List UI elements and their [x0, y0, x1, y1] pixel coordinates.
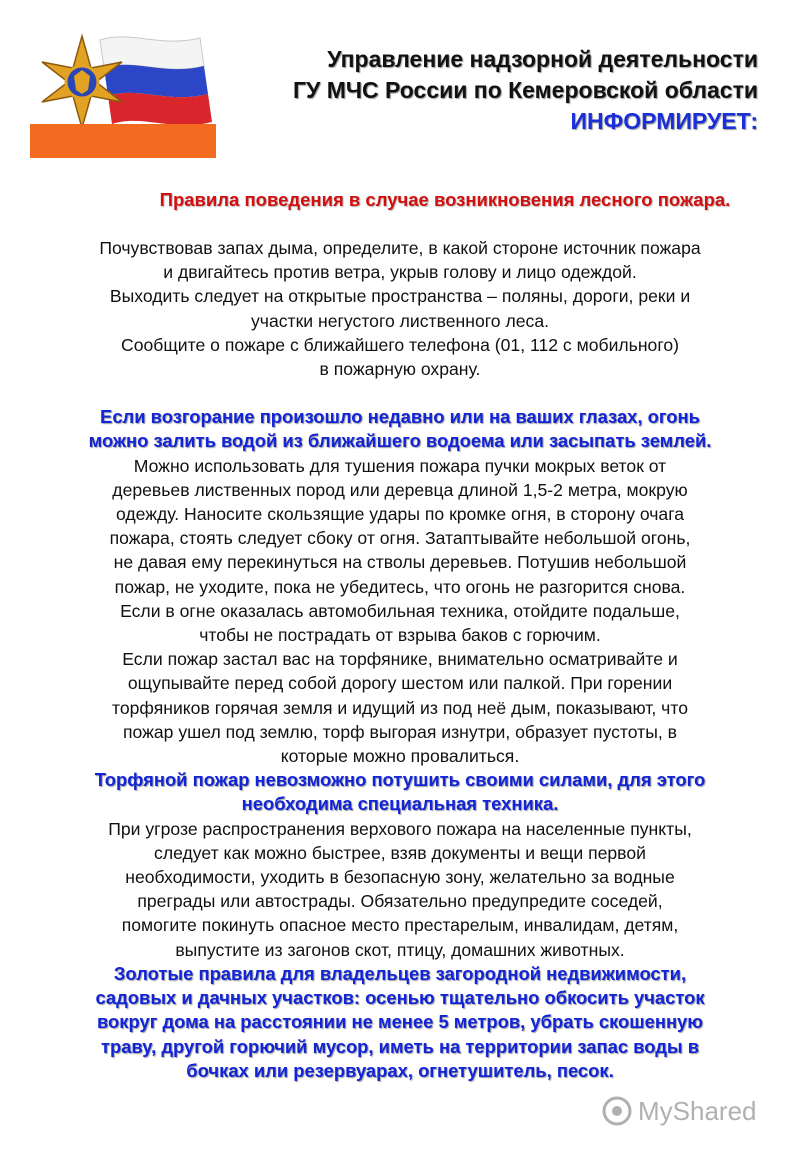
body-line: пожар, не уходите, пока не убедитесь, что огонь не разгорится снова. — [114, 576, 686, 597]
intro-line: в пожарную охрану. — [319, 359, 481, 380]
body-line: чтобы не пострадать от взрыва баков с горючим. — [199, 625, 601, 646]
body-line: преграды или автострады. Обязательно предупредите соседей, — [137, 891, 663, 912]
intro-line: участки негустого лиственного леса. — [250, 310, 549, 331]
body-line: пожар ушел под землю, торф выгорая изнутри, образует пустоты, в — [123, 721, 677, 742]
body-line: необходимости, уходить в безопасную зону, желательно за водные — [125, 867, 675, 888]
highlight-line: Если возгорание произошло недавно или на ваших глазах, огонь — [100, 406, 700, 428]
document-body — [34, 188, 766, 1083]
logo-orange-base — [30, 124, 216, 158]
watermark-text: MyShared — [638, 1096, 757, 1126]
department-name: ГУ МЧС России по Кемеровской области — [292, 77, 758, 103]
highlight-line: необходима специальная техника. — [241, 793, 559, 815]
body-line: пожара, стоять следует сбоку от огня. Затаптывайте небольшой огонь, — [109, 528, 691, 549]
highlight-line: вокруг дома на расстоянии не менее 5 метров, убрать скошенную — [96, 1011, 703, 1033]
body-line: Если в огне оказалась автомобильная техника, отойдите подальше, — [120, 600, 680, 621]
informs-label: ИНФОРМИРУЕТ: — [570, 108, 758, 134]
highlight-line: можно залить водой из ближайшего водоема или засыпать землей. — [88, 430, 712, 452]
intro-line: и двигайтесь против ветра, укрыв голову и лицо одеждой. — [163, 262, 637, 283]
body-line: одежду. Наносите скользящие удары по кромке огня, в сторону очага — [115, 504, 685, 525]
body-line: помогите покинуть опасное место престарелым, инвалидам, детям, — [121, 915, 679, 936]
emercom-logo — [30, 26, 216, 158]
body-line: следует как можно быстрее, взяв документы и вещи первой — [154, 842, 646, 863]
body-line: которые можно провалиться. — [280, 746, 520, 767]
body-line: ощупывайте перед собой дорогу шестом или палкой. При горении — [127, 673, 673, 694]
intro-line: Выходить следует на открытые пространства – поляны, дороги, реки и — [109, 286, 691, 307]
share-icon — [602, 1096, 632, 1126]
body-line: не давая ему перекинуться на стволы деревьев. Потушив небольшой — [113, 552, 687, 573]
spacer — [34, 212, 766, 236]
highlight-line: Золотые правила для владельцев загородной недвижимости, — [113, 962, 687, 984]
body-line: деревьев лиственных пород или деревца длиной 1,5-2 метра, мокрую — [112, 479, 688, 500]
body-line: выпустите из загонов скот, птицу, домашних животных. — [175, 939, 625, 960]
highlight-line: траву, другой горючий мусор, иметь на территории запас воды в — [100, 1035, 700, 1057]
highlight-line: бочках или резервуарах, огнетушитель, песок. — [186, 1059, 614, 1081]
body-line: торфяников горячая земля и идущий из под неё дым, показывают, что — [112, 697, 688, 718]
spacer — [34, 381, 766, 405]
document-title: Правила поведения в случае возникновения лесного пожара. — [159, 189, 731, 210]
intro-line: Почувствовав запах дыма, определите, в какой стороне источник пожара — [99, 238, 701, 258]
highlight-line: Торфяной пожар невозможно потушить своими силами, для этого — [94, 769, 706, 791]
watermark — [602, 1094, 772, 1128]
body-line: Если пожар застал вас на торфянике, внимательно осматривайте и — [122, 649, 678, 670]
body-line: При угрозе распространения верхового пожара на населенные пункты, — [108, 818, 692, 839]
highlight-line: садовых и дачных участков: осенью тщательно обкосить участок — [95, 987, 705, 1009]
body-line: Можно использовать для тушения пожара пучки мокрых веток от — [133, 455, 667, 476]
intro-line: Сообщите о пожаре с ближайшего телефона (01, 112 с мобильного) — [120, 334, 680, 355]
organization-name: Управление надзорной деятельности — [327, 46, 758, 72]
header — [198, 44, 758, 137]
